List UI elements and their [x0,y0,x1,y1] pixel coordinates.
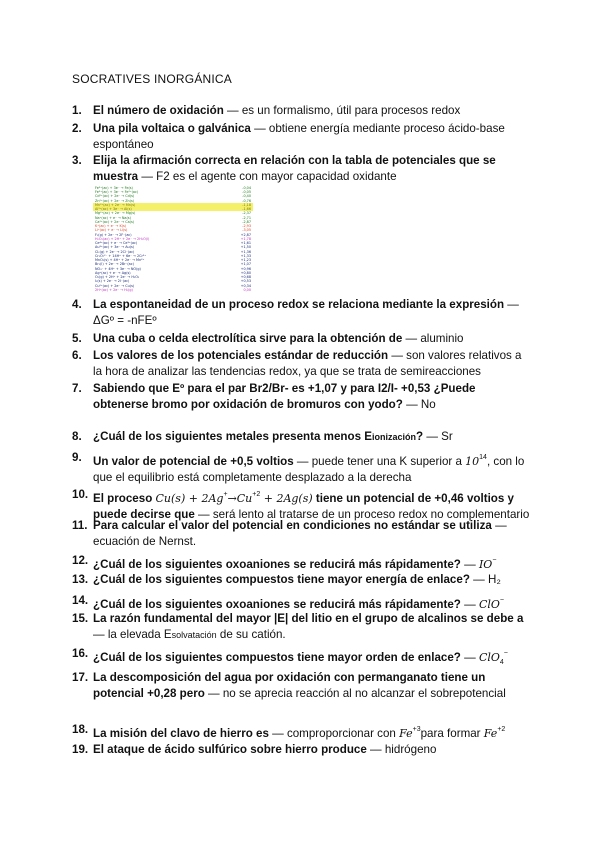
half-reaction: I₂(s) + 2e⁻ → 2I⁻(ac) [95,279,130,284]
half-reaction: Fe³⁺(ac) + 3e⁻ → Fe²⁺(ac) [95,190,139,195]
half-reaction: Mg²⁺(ac) + 2e⁻ → Mg(s) [95,211,136,216]
potential-value: -3,05 [242,228,251,233]
potential-value: +1,07 [240,262,251,267]
potential-value: +1,36 [240,249,251,254]
question-13: 13. ¿Cuál de los siguientes compuestos tiene mayor energía de enlace? — H₂ [72,573,501,586]
potential-value: +0,53 [240,279,251,284]
half-reaction: Zn²⁺(ac) + 2e⁻ → Zn(s) [95,198,135,203]
half-reaction: K⁺(ac) + e⁻ → K(s) [95,224,127,229]
half-reaction: Cu²⁺(ac) + 2e⁻ → Cu(s) [95,283,135,288]
potential-value: -2,71 [242,215,251,220]
question-2: 2. Una pila voltaica o galvánica — obtiene energía mediante proceso ácido-base espontáneo [72,122,505,151]
half-reaction: Br₂(l) + 2e⁻ → 2Br⁻(ac) [95,262,134,267]
question-14: 14. ¿Cuál de los siguientes oxoaniones se reducirá más rápidamente? — ClO− [72,594,504,611]
potential-value: +0,96 [240,266,251,271]
potential-value: -2,93 [242,224,251,229]
half-reaction: F₂(g) + 2e⁻ → 2F⁻(ac) [95,232,132,237]
question-8: 8. ¿Cuál de los siguientes metales presenta menos Eionización? — Sr [72,430,453,443]
half-reaction: Cd²⁺(ac) + 2e⁻ → Cd(s) [95,194,135,199]
half-reaction: Ag⁺(ac) + e⁻ → Ag(s) [95,270,131,275]
question-16: 16. ¿Cuál de los siguientes compuestos tiene mayor orden de enlace? — ClO$_4$− [72,647,508,666]
potential-value: -0,76 [242,198,251,203]
potential-value: +1,33 [240,253,251,258]
half-reaction: Na⁺(ac) + e⁻ → Na(s) [95,215,131,220]
reduction-potential-table [93,186,253,292]
question-6: 6. Los valores de los potenciales estándar de reducción — son valores relativos a la hora de analizar las tendencias redox, ya que se trata de semireacciones [72,349,522,378]
potential-value: +1,61 [240,241,251,246]
potential-value: +0,68 [240,275,251,280]
potential-value: +0,34 [240,283,251,288]
question-9: 9. Un valor de potencial de +0,5 voltios — puede tener una K superior a $10^{14}$, con lo que el equilibrio está completamente desplazado a la derecha [72,451,525,484]
half-reaction: O₂(g) + 2H⁺ + 2e⁻ → H₂O₂ [95,275,140,280]
potential-value: -2,87 [242,219,251,224]
question-19: 19. El ataque de ácido sulfúrico sobre hierro produce — hidrógeno [72,743,437,756]
half-reaction: MnO₂(s) + 4H⁺ + 2e⁻ → Mn²⁺ [95,258,145,263]
half-reaction: Fe³⁺(ac) + 3e⁻ → Fe(s) [95,186,133,190]
potential-value: -1,18 [242,202,251,207]
question-11: 11. Para calcular el valor del potencial en condiciones no estándar se utiliza — ecuación de Nernst. [72,519,507,548]
half-reaction: 2H⁺(ac) + 2e⁻ → H₂(g) [95,287,133,292]
question-7: 7. Sabiendo que Eº para el par Br2/Br- es +1,07 y para I2/I- +0,53 ¿Puede obtenerse bromo por oxidación de bromuros con yodo? — No [72,382,476,411]
table-row [93,288,253,292]
potential-value: +2,87 [240,232,251,237]
question-18: 18. La misión del clavo de hierro es — comproporcionar con $Fe^{+3}para$ formar $Fe^{+2}$ [72,723,506,740]
potential-value: -2,37 [242,211,251,216]
question-3: 3. Elija la afirmación correcta en relación con la tabla de potenciales que se muestra — F2 es el agente con mayor capacidad oxidante [72,154,496,183]
potential-value: -0,04 [242,186,251,190]
question-10: 10. El proceso $Cu(s) + 2Ag^+\to Cu^{+2} + 2Ag(s)$ tiene un potencial de +0,46 voltios y puede decirse que — será lento al tratarse de un proceso redox no complementario [72,488,530,521]
half-reaction: Mn²⁺(ac) + 2e⁻ → Mn(s) [95,202,136,207]
half-reaction: Cr₂O₇²⁻ + 14H⁺ + 6e⁻ → 2Cr³⁺ [95,253,147,258]
half-reaction: Au³⁺(ac) + 3e⁻ → Au(s) [95,245,135,250]
question-1: 1. El número de oxidación — es un formalismo, útil para procesos redox [72,104,461,117]
potential-value: -0,05 [242,190,251,195]
question-5: 5. Una cuba o celda electrolítica sirve para la obtención de — aluminio [72,332,464,345]
potential-value: -1,66 [242,207,251,212]
half-reaction: Ca²⁺(ac) + 2e⁻ → Ca(s) [95,219,135,224]
half-reaction: Al³⁺(ac) + 3e⁻ → Al(s) [95,207,132,212]
question-4: 4. La espontaneidad de un proceso redox se relaciona mediante la expresión — ΔGº = -nFEº [72,298,519,327]
half-reaction: Ce⁴⁺(ac) + e⁻ → Ce³⁺(ac) [95,241,138,246]
potential-value: +1,23 [240,258,251,263]
half-reaction: NO₃⁻ + 4H⁺ + 3e⁻ → NO(g) [95,266,141,271]
page-title: SOCRATIVES INORGÁNICA [72,72,233,86]
question-12: 12. ¿Cuál de los siguientes oxoaniones se reducirá más rápidamente? — IO− [72,554,497,571]
potential-value: +1,50 [240,245,251,250]
half-reaction: H₂O₂(ac) + 2H⁺ + 2e⁻ → 2H₂O(l) [95,236,150,241]
half-reaction: Li⁺(ac) + e⁻ → Li(s) [95,228,128,233]
potential-value: +0,80 [240,270,251,275]
question-15: 15. La razón fundamental del mayor |E| del litio en el grupo de alcalinos se debe a — la elevada Esolvatación de su catión. [72,612,524,641]
half-reaction: Cl₂(g) + 2e⁻ → 2Cl⁻(ac) [95,249,135,254]
potential-value: +1,78 [240,236,251,241]
potential-value: 0,00 [243,287,251,292]
question-17: 17. La descomposición del agua por oxidación con permanganato tiene un potencial +0,28 pero — no se aprecia reacción al no alcanzar el sobrepotencial [72,671,506,700]
potential-value: -0,40 [242,194,251,199]
